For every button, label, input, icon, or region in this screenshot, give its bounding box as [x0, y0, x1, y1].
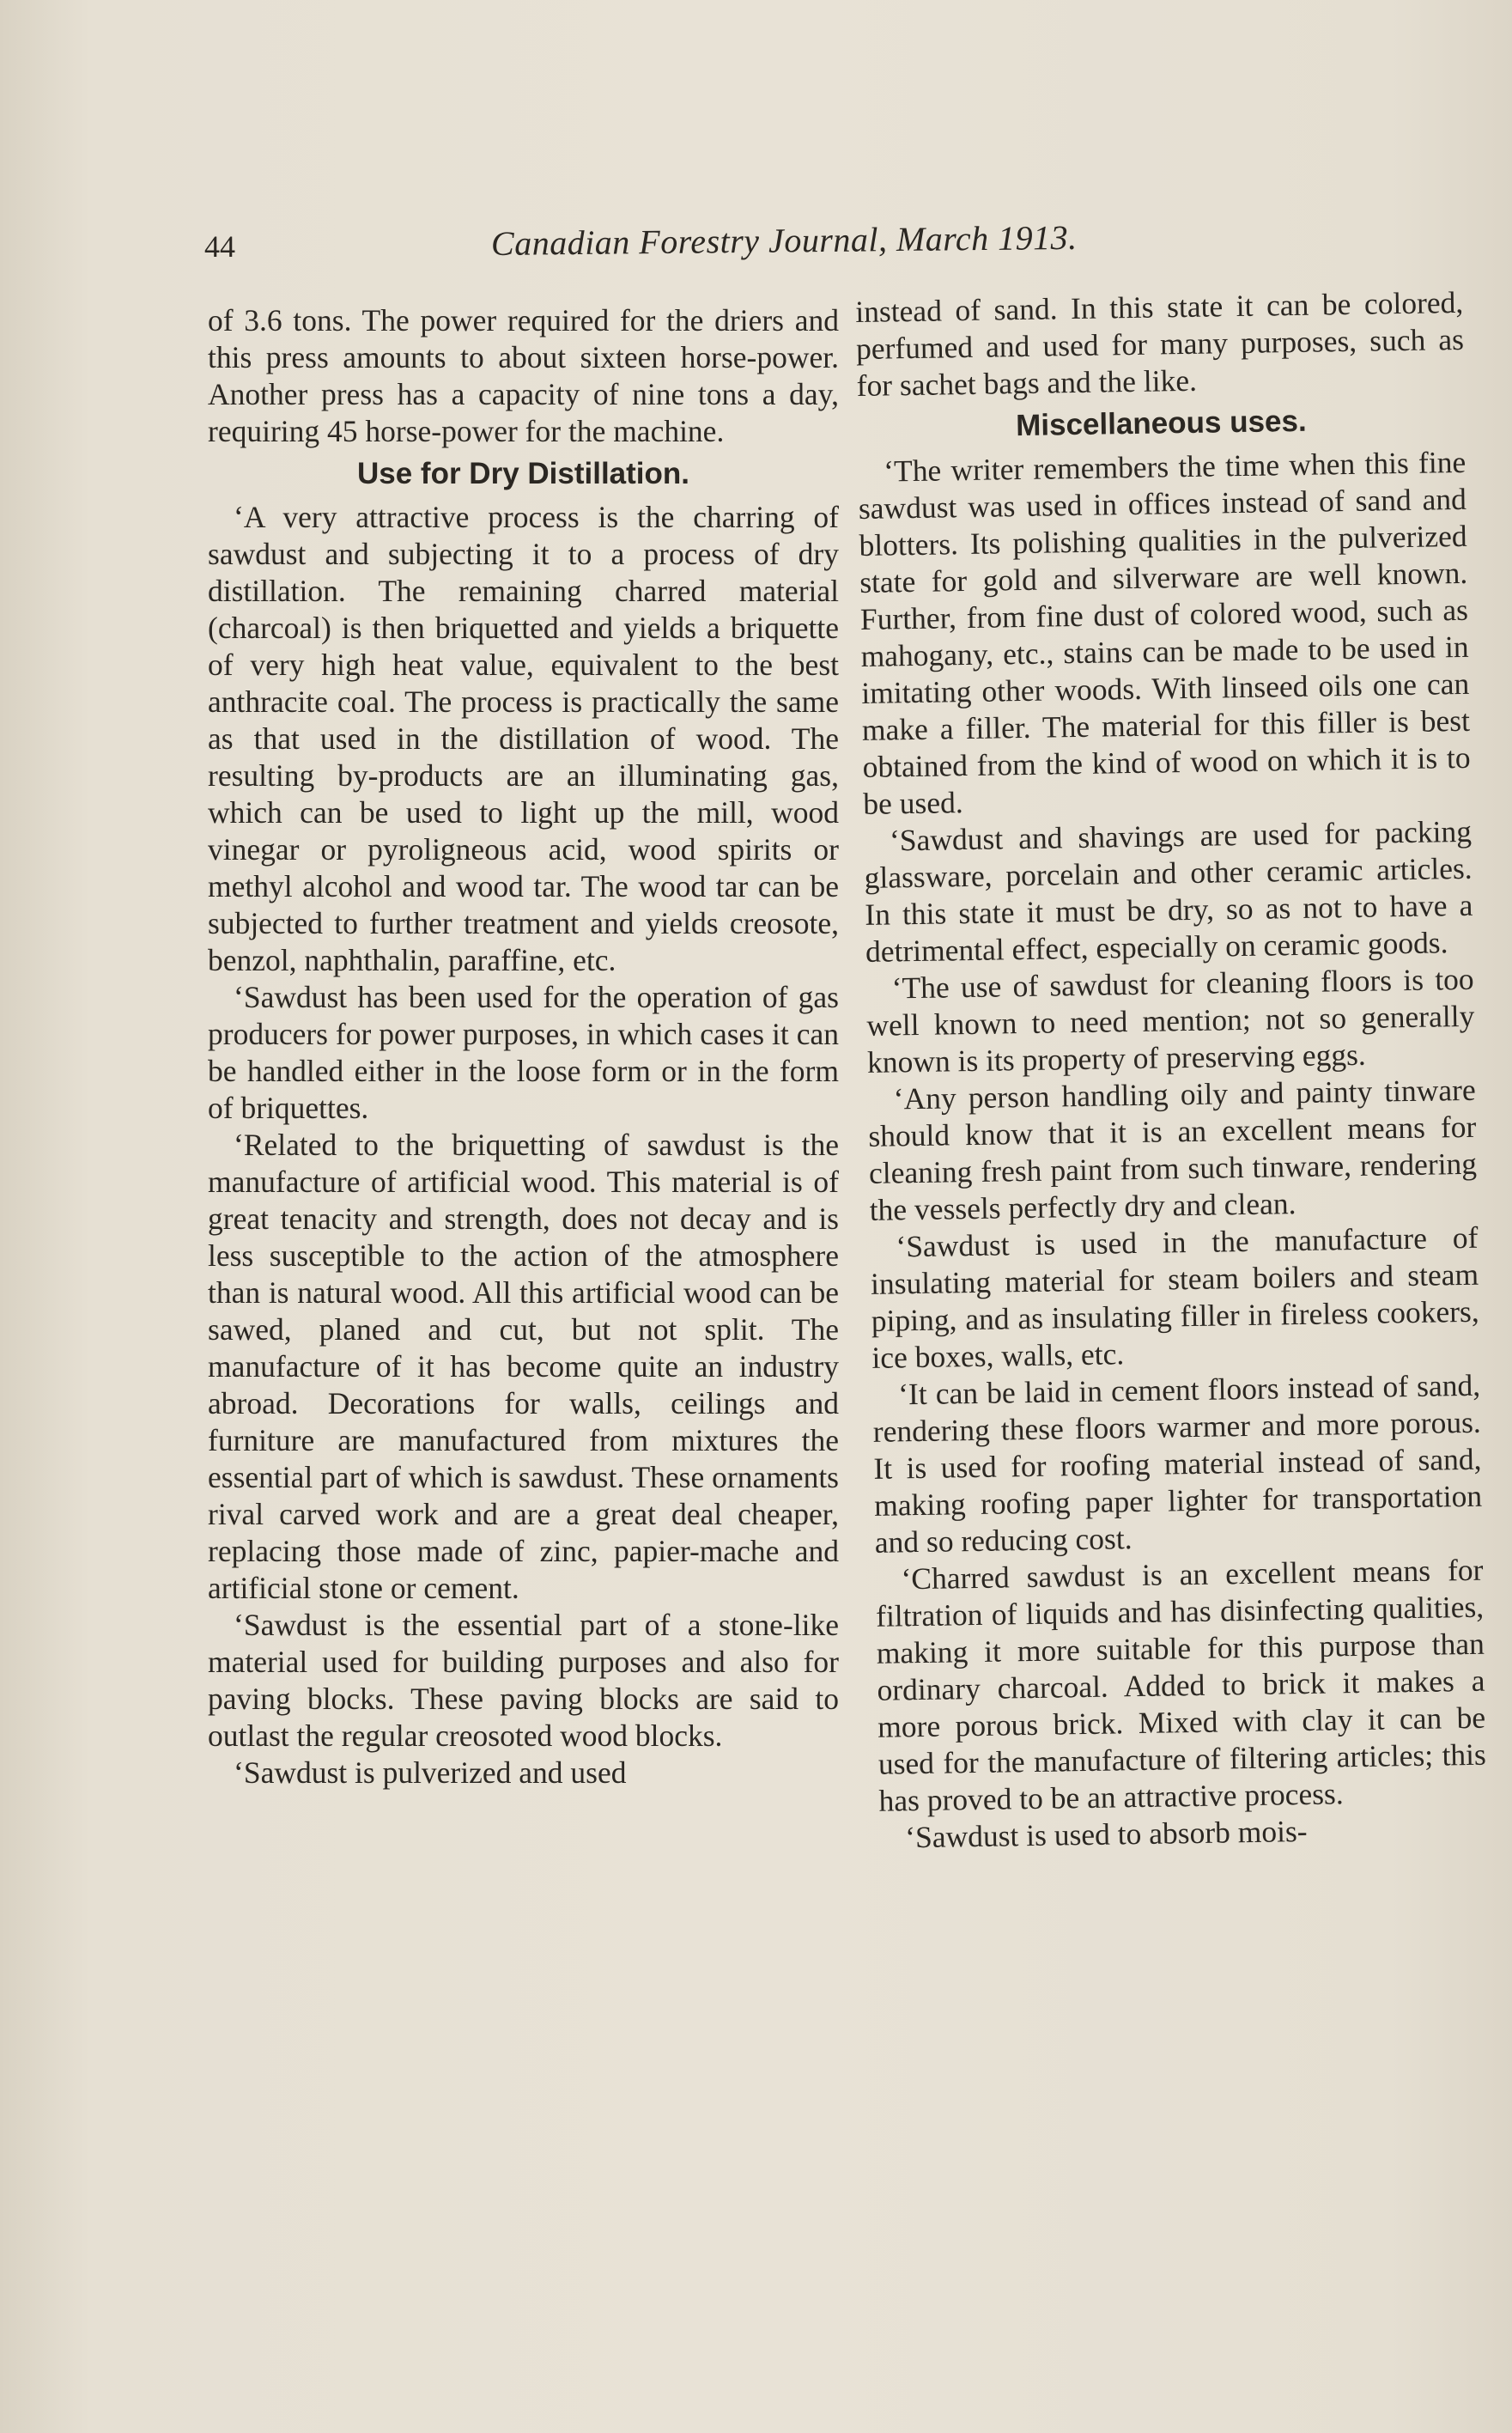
paragraph: ‘It can be laid in cement floors instead of sand, rendering these floors warmer and more porous. It is used for roofing material instead of sand, making roofing paper lighter for transportation and so reducing cost.: [872, 1367, 1483, 1560]
paragraph: ‘Charred sawdust is an excellent means for filtration of liquids and has disinfecting qualities, making it more suitable for this purpose than ordinary charcoal. Added to brick it makes a more porous brick. Mixed with clay it can be used for the manufacture of filtering articles; this has proved to be an attractive process.: [875, 1552, 1487, 1818]
page-header: [199, 217, 1178, 271]
paragraph: ‘A very attractive process is the charring of sawdust and subjecting it to a process of dry distillation. The remaining charred material (charcoal) is then briquetted and yields a briquette of very high heat value, equivalent to the best anthracite coal. The process is practically the same as that used in the distillation of wood. The resulting by-products are an illuminating gas, which can be used to light up the mill, wood vinegar or pyroligneous acid, wood spirits or methyl alcohol and wood tar. The wood tar can be subjected to further treatment and yields creosote, benzol, naphthalin, paraffine, etc.: [208, 500, 839, 977]
paragraph: ‘Any person handling oily and painty tinware should know that it is an excellent means for cleaning fresh paint from such tinware, rendering the vessels perfectly dry and clean.: [868, 1072, 1478, 1227]
running-head: Canadian Forestry Journal, March 1913.: [490, 217, 1078, 263]
paragraph: ‘Sawdust has been used for the operation of gas producers for power purposes, in which cases it can be handled either in the loose form or in the form of briquettes.: [208, 980, 839, 1125]
paragraph: ‘Sawdust is pulverized and used: [234, 1755, 627, 1790]
paragraph: ‘Sawdust is the essential part of a stone-like material used for building purposes and also for paving blocks. These paving blocks are said to outlast the regular creosoted wood blocks.: [208, 1608, 839, 1753]
paragraph: ‘The use of sawdust for cleaning floors is too well known to need mention; not so generally known is its property of preserving eggs.: [866, 961, 1475, 1080]
left-column: [208, 302, 839, 1791]
page-number: 44: [204, 229, 235, 264]
paragraph: ‘Sawdust is used to absorb mois-: [904, 1813, 1308, 1855]
paragraph: ‘The writer remembers the time when this fine sawdust was used in offices instead of sand and blotters. Its polishing qualities in the pulverized state for gold and silverware are well known. Further, from fine dust of colored wood, such as mahogany, etc., stains can be made to be used in imitating other woods. With linseed oils one can make a filler. The material for this filler is best obtained from the kind of wood on which it is to be used.: [858, 444, 1471, 821]
paragraph: ‘Related to the briquetting of sawdust is the manufacture of artificial wood. This material is of great tenacity and strength, does not decay and is less susceptible to the action of the atmosphere than is natural wood. All this artificial wood can be sawed, planed and cut, but not split. The manufacture of it has become quite an industry abroad. Decorations for walls, ceilings and furniture are manufactured from mixtures the essential part of which is sawdust. These ornaments rival carved work and are a great deal cheaper, replacing those made of zinc, papier-mache and artificial stone or cement.: [208, 1128, 839, 1605]
paragraph: ‘Sawdust is used in the manufacture of insulating material for steam boilers and steam piping, and as insulating filler in fireless cookers, ice boxes, walls, etc.: [870, 1220, 1480, 1375]
paragraph: ‘Sawdust and shavings are used for packing glassware, porcelain and other ceramic articles. In this state it must be dry, so as not to have a detrimental effect, especially on ceramic goods.: [864, 813, 1473, 969]
section-heading-miscellaneous-uses: Miscellaneous uses.: [1015, 404, 1307, 443]
right-column: [855, 284, 1488, 1857]
paragraph: instead of sand. In this state it can be colored, perfumed and used for many purposes, such as for sachet bags and the like.: [855, 284, 1465, 403]
section-heading-dry-distillation: Use for Dry Distillation.: [356, 457, 690, 490]
paragraph: of 3.6 tons. The power required for the driers and this press amounts to about sixteen horse-power. Another press has a capacity of nine tons a day, requiring 45 horse-power for the machine.: [208, 303, 839, 448]
